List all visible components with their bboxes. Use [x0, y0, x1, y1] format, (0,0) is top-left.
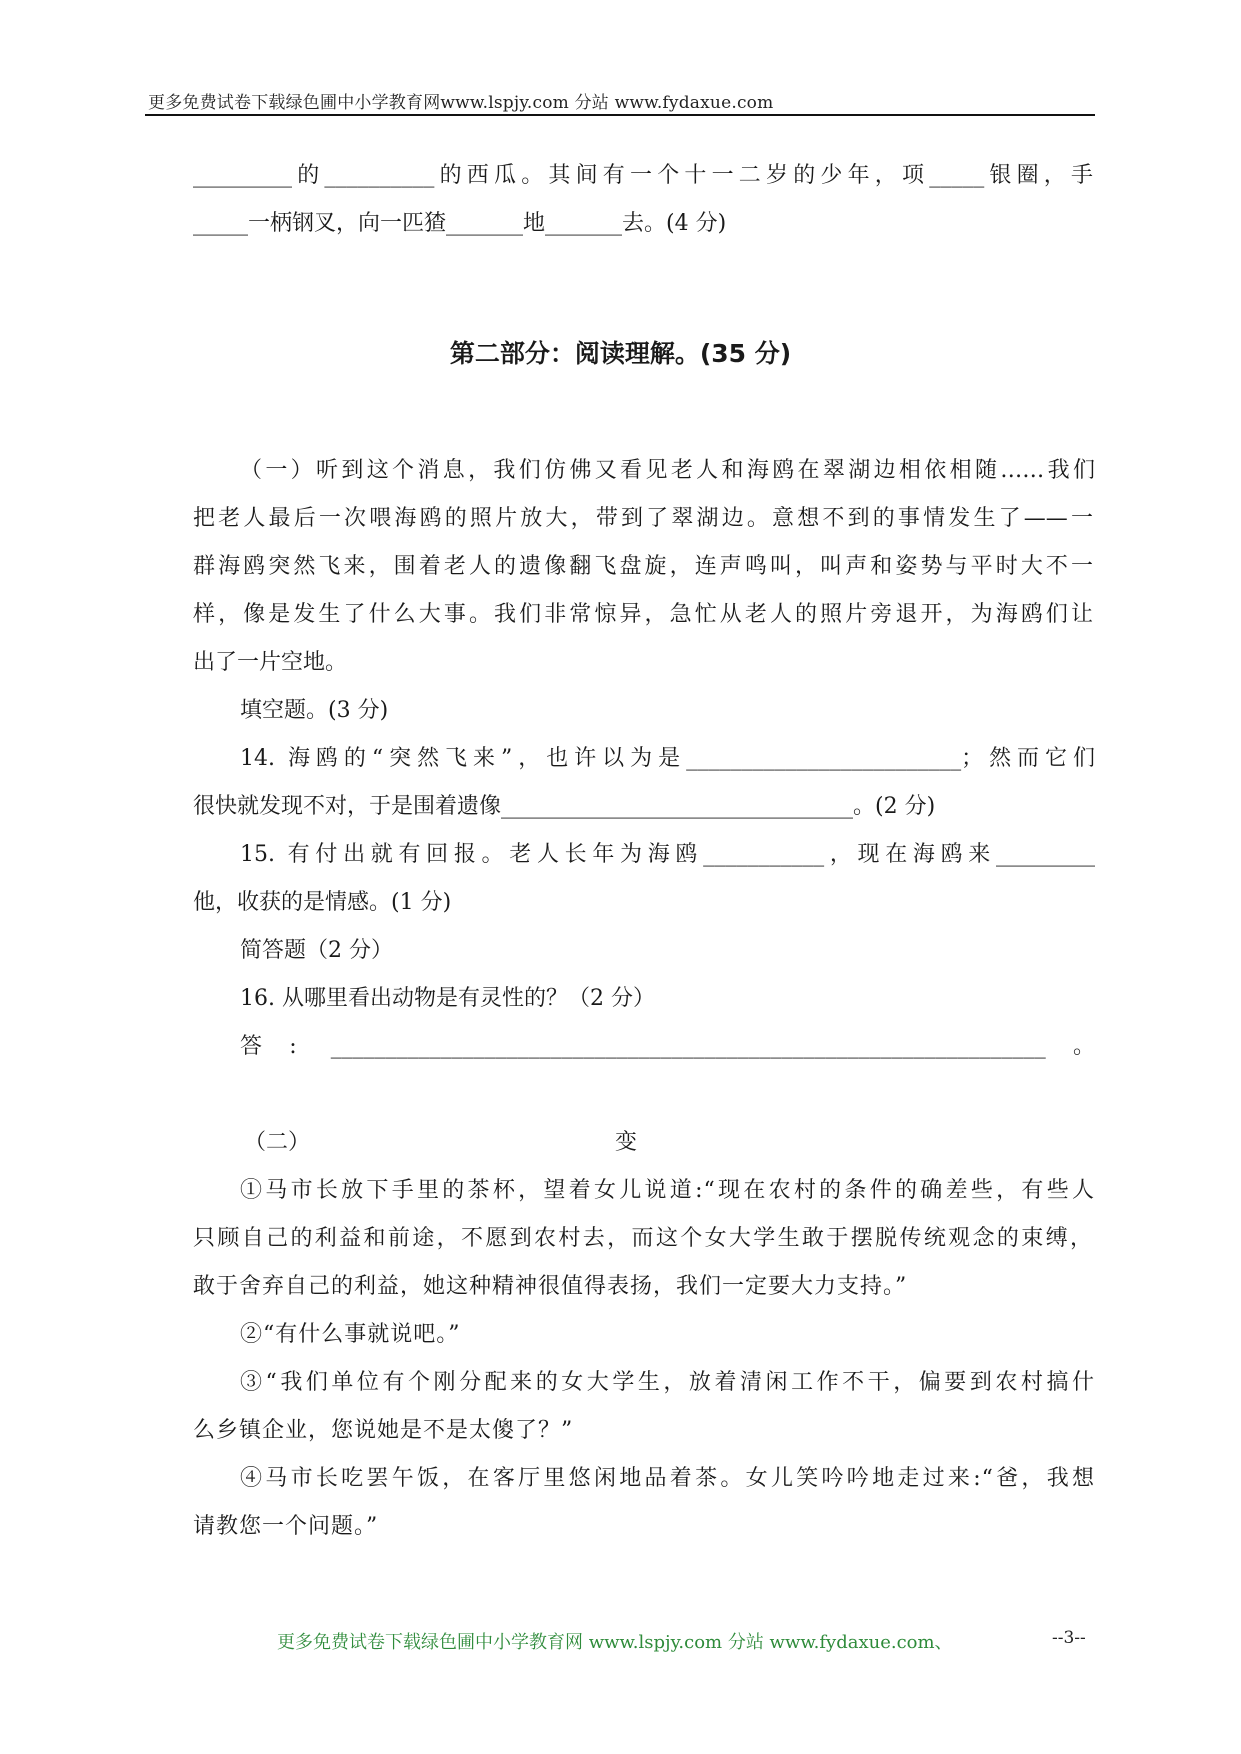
question-14-line-1: 14. 海鸥的“突然飞来”，也许以为是_________________________；然而它们 — [240, 746, 1095, 771]
header-text: 更多免费试卷下载绿色圃中小学教育网www.lspjy.com 分站 www.fydaxue.com — [148, 93, 774, 113]
fill-section-title: 填空题。(3 分) — [240, 698, 389, 723]
part2-title: 第二部分：阅读理解。(35 分) — [449, 339, 792, 368]
paragraph-3-line-1: ③“我们单位有个刚分配来的女大学生，放着清闲工作不干，偏要到农村搞什 — [240, 1370, 1095, 1395]
paragraph-1-line-2: 只顾自己的利益和前途，不愿到农村去，而这个女大学生敢于摆脱传统观念的束缚， — [193, 1226, 1093, 1251]
header-rule — [145, 114, 1095, 116]
question-15-line-1: 15. 有付出就有回报。老人长年为海鸥___________，现在海鸥来_________ — [240, 842, 1095, 867]
paragraph-4-line-1: ④马市长吃罢午饭，在客厅里悠闲地品着茶。女儿笑吟吟地走过来:“爸，我想 — [240, 1466, 1095, 1491]
passage1-line-3: 群海鸥突然飞来，围着老人的遗像翻飞盘旋，连声鸣叫，叫声和姿势与平时大不一 — [193, 554, 1093, 579]
part1-line-1: _________的__________的西瓜。其间有一个十一二岁的少年，项_____银圈，手 — [193, 163, 1093, 188]
paragraph-2: ②“有什么事就说吧。” — [240, 1322, 461, 1347]
answer-line: 答: _________________________________________________________________。 — [240, 1034, 1095, 1059]
paragraph-4-line-2: 请教您一个问题。” — [193, 1514, 379, 1539]
passage2-title: 变 — [615, 1130, 638, 1155]
footer-text: 更多免费试卷下载绿色圃中小学教育网 www.lspjy.com 分站 www.fydaxue.com、 — [277, 1632, 953, 1653]
question-16: 16. 从哪里看出动物是有灵性的？（2 分） — [240, 986, 655, 1011]
paragraph-3-line-2: 么乡镇企业，您说她是不是太傻了？” — [193, 1418, 574, 1443]
question-14-line-2: 很快就发现不对，于是围着遗像________________________________。(2 分) — [193, 794, 936, 819]
passage1-line-2: 把老人最后一次喂海鸥的照片放大，带到了翠湖边。意想不到的事情发生了——一 — [193, 506, 1093, 531]
passage1-line-4: 样，像是发生了什么大事。我们非常惊异，急忙从老人的照片旁退开，为海鸥们让 — [193, 602, 1093, 627]
page-number: --3-- — [1052, 1628, 1086, 1648]
short-answer-title: 简答题（2 分） — [240, 938, 393, 963]
paragraph-1-line-1: ①马市长放下手里的茶杯，望着女儿说道:“现在农村的条件的确差些，有些人 — [240, 1178, 1095, 1203]
part1-line-2: _____一柄钢叉，向一匹猹_______地_______去。(4 分) — [193, 211, 727, 236]
passage2-label: （二） — [244, 1130, 311, 1155]
passage1-line-5: 出了一片空地。 — [193, 650, 348, 675]
paragraph-1-line-3: 敢于舍弃自己的利益，她这种精神很值得表扬，我们一定要大力支持。” — [193, 1274, 908, 1299]
passage1-line-1: （一）听到这个消息，我们仿佛又看见老人和海鸥在翠湖边相依相随……我们 — [240, 458, 1095, 483]
question-15-line-2: 他，收获的是情感。(1 分) — [193, 890, 452, 915]
